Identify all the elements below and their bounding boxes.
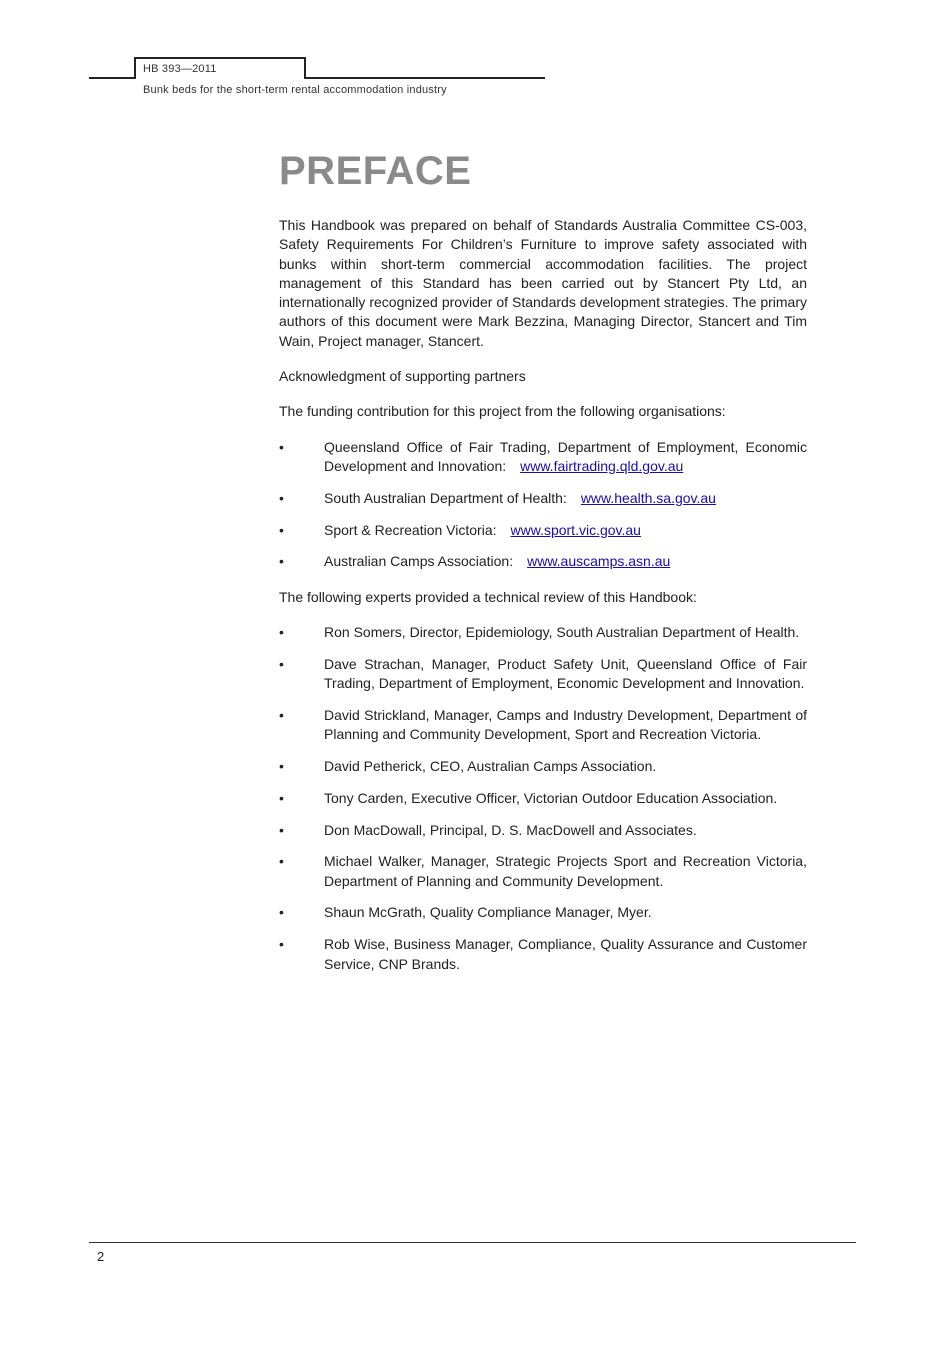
expert-entry: Shaun McGrath, Quality Compliance Manager, Myer.	[324, 904, 652, 921]
list-item	[279, 789, 807, 808]
list-item	[279, 903, 807, 922]
funder-link[interactable]: www.health.sa.gov.au	[580, 489, 716, 506]
funder-name: Sport & Recreation Victoria:	[324, 521, 497, 538]
bullet-icon: •	[279, 821, 284, 838]
list-item	[279, 655, 807, 694]
header-rule-right	[304, 77, 545, 79]
expert-entry: Tony Carden, Executive Officer, Victorian Outdoor Education Association.	[324, 789, 778, 806]
bullet-icon: •	[279, 489, 284, 506]
list-item	[279, 623, 807, 642]
preface-section	[279, 148, 807, 986]
intro-paragraph: This Handbook was prepared on behalf of Standards Australia Committee CS-003, Safety Requirements For Children’s Furniture to improve safety associated with bunks within short-term commercial accommodation facilities. The project management of this Standard has been carried out by Stancert Pty Ltd, an internationally recognized provider of Standards development strategies. The primary authors of this document were Mark Bezzina, Managing Director, Stancert and Tim Wain, Project manager, Stancert.	[279, 217, 807, 349]
bullet-icon: •	[279, 553, 284, 570]
bullet-icon: •	[279, 438, 284, 455]
document-subtitle: Bunk beds for the short-term rental accommodation industry	[143, 84, 447, 96]
page-number: 2	[97, 1249, 105, 1264]
bullet-icon: •	[279, 623, 284, 640]
bullet-icon: •	[279, 936, 284, 953]
list-item	[279, 852, 807, 891]
list-item	[279, 757, 807, 776]
bullet-icon: •	[279, 521, 284, 538]
funding-intro: The funding contribution for this project from the following organisations:	[279, 403, 726, 420]
footer-rule	[89, 1242, 856, 1243]
bullet-icon: •	[279, 655, 284, 672]
list-item	[279, 489, 807, 508]
list-item	[279, 552, 807, 571]
bullet-icon: •	[279, 706, 284, 723]
expert-entry: Michael Walker, Manager, Strategic Projects Sport and Recreation Victoria, Department of Planning and Community Development.	[324, 853, 807, 889]
page-title: PREFACE	[279, 149, 472, 193]
list-item	[279, 438, 807, 477]
expert-entry: Dave Strachan, Manager, Product Safety Unit, Queensland Office of Fair Trading, Department of Employment, Economic Development and Innovation.	[324, 655, 807, 692]
funder-name: Australian Camps Association:	[324, 553, 514, 570]
bullet-icon: •	[279, 757, 284, 774]
experts-intro: The following experts provided a technical review of this Handbook:	[279, 588, 697, 605]
list-item	[279, 935, 807, 974]
bullet-icon: •	[279, 789, 284, 806]
expert-entry: Don MacDowall, Principal, D. S. MacDowell and Associates.	[324, 821, 697, 838]
bullet-icon: •	[279, 853, 284, 870]
funders-list	[279, 438, 807, 572]
funder-name: Queensland Office of Fair Trading, Department of Employment, Economic Development and Innovation:	[324, 438, 807, 474]
list-item	[279, 706, 807, 745]
header-rule-left	[89, 77, 135, 79]
funder-link[interactable]: www.sport.vic.gov.au	[510, 521, 641, 538]
funder-name: South Australian Department of Health:	[324, 489, 567, 506]
list-item	[279, 521, 807, 540]
acknowledgment-heading: Acknowledgment of supporting partners	[279, 368, 526, 385]
expert-entry: Ron Somers, Director, Epidemiology, South Australian Department of Health.	[324, 623, 800, 640]
experts-list	[279, 623, 807, 974]
document-code: HB 393—2011	[143, 63, 217, 75]
expert-entry: David Petherick, CEO, Australian Camps Association.	[324, 757, 657, 774]
funder-link[interactable]: www.auscamps.asn.au	[527, 553, 671, 570]
expert-entry: David Strickland, Manager, Camps and Industry Development, Department of Planning and Community Development, Sport and Recreation Victoria.	[324, 706, 807, 743]
funder-link[interactable]: www.fairtrading.qld.gov.au	[520, 457, 684, 474]
list-item	[279, 821, 807, 840]
bullet-icon: •	[279, 904, 284, 921]
expert-entry: Rob Wise, Business Manager, Compliance, Quality Assurance and Customer Service, CNP Brands.	[324, 936, 807, 972]
